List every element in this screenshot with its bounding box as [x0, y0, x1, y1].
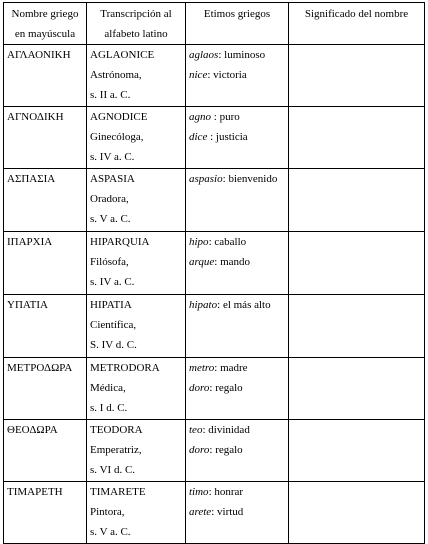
- etymon-separator: :: [208, 486, 215, 498]
- latin-name: METRODORA: [90, 362, 160, 374]
- header-row: [4, 3, 425, 45]
- etymon-meaning: regalo: [215, 382, 243, 394]
- etymon-line: [189, 65, 286, 85]
- etymon-root: dice: [189, 131, 208, 143]
- table-row: [4, 107, 425, 169]
- transcription-cell: [87, 358, 186, 420]
- etymon-line: [189, 127, 286, 147]
- etymon-root: aglaos: [189, 49, 219, 61]
- meaning-cell[interactable]: [289, 295, 425, 358]
- etymon-line: [189, 358, 286, 378]
- century: s. V a. C.: [90, 213, 131, 225]
- etymology-cell: [186, 295, 289, 358]
- etymon-line: [189, 482, 286, 502]
- etymon-root: doro: [189, 444, 210, 456]
- women-names-table-container: [3, 2, 425, 544]
- table-row: [4, 482, 425, 544]
- etymon-line: [189, 45, 286, 65]
- header-etymology: Etimos griegos: [186, 3, 289, 45]
- etymon-meaning: madre: [220, 362, 248, 374]
- table-row: [4, 295, 425, 358]
- profession: Médica,: [90, 382, 126, 394]
- etymon-line: [189, 420, 286, 440]
- etymon-root: agno: [189, 111, 211, 123]
- century: s. VI d. C.: [90, 464, 136, 476]
- etymon-line: [189, 378, 286, 398]
- women-names-table: [3, 2, 425, 544]
- etymology-cell: [186, 169, 289, 232]
- greek-name-cell: ΥΠΑΤΙΑ: [4, 295, 87, 358]
- table-row: [4, 169, 425, 232]
- profession: Emperatriz,: [90, 444, 142, 456]
- etymon-line: [189, 252, 286, 272]
- profession: Oradora,: [90, 193, 129, 205]
- header-meaning: Significado del nombre: [289, 3, 425, 45]
- etymon-separator: :: [209, 444, 216, 456]
- etymon-line: [189, 295, 286, 315]
- century: s. V a. C.: [90, 526, 131, 538]
- latin-name: AGNODICE: [90, 111, 148, 123]
- century: S. IV d. C.: [90, 339, 137, 351]
- profession: Astrónoma,: [90, 69, 142, 81]
- etymon-meaning: justicia: [215, 131, 248, 143]
- header-greek-name: [4, 3, 87, 45]
- table-row: [4, 232, 425, 295]
- transcription-cell: [87, 169, 186, 232]
- etymon-line: [189, 440, 286, 460]
- etymon-meaning: regalo: [215, 444, 243, 456]
- meaning-cell[interactable]: [289, 482, 425, 544]
- greek-name-cell: ΙΠΑΡΧΙΑ: [4, 232, 87, 295]
- century: s. IV a. C.: [90, 151, 135, 163]
- meaning-cell[interactable]: [289, 420, 425, 482]
- etymology-cell: [186, 45, 289, 107]
- transcription-cell: [87, 45, 186, 107]
- profession: Filósofa,: [90, 256, 129, 268]
- etymon-root: teo: [189, 424, 203, 436]
- etymon-line: [189, 502, 286, 522]
- etymon-root: hipato: [189, 299, 218, 311]
- etymon-meaning: puro: [219, 111, 240, 123]
- etymology-cell: [186, 358, 289, 420]
- etymon-separator: :: [218, 49, 225, 61]
- etymon-root: metro: [189, 362, 215, 374]
- etymon-root: arete: [189, 506, 212, 518]
- latin-name: AGLAONICE: [90, 49, 155, 61]
- century: s. II a. C.: [90, 89, 131, 101]
- greek-name-cell: ΤΙΜΑΡΕΤΗ: [4, 482, 87, 544]
- header-greek-line-2: en mayúscula: [14, 28, 76, 40]
- meaning-cell[interactable]: [289, 45, 425, 107]
- etymon-separator: :: [209, 382, 216, 394]
- century: s. I d. C.: [90, 402, 128, 414]
- greek-name-cell: ΘΕΟΔΩΡΑ: [4, 420, 87, 482]
- etymology-cell: [186, 420, 289, 482]
- etymon-root: doro: [189, 382, 210, 394]
- header-transcription: [87, 3, 186, 45]
- etymon-separator: :: [202, 424, 209, 436]
- etymon-root: aspasio: [189, 173, 223, 185]
- etymology-cell: [186, 232, 289, 295]
- etymon-meaning: divinidad: [208, 424, 250, 436]
- etymon-meaning: caballo: [214, 236, 247, 248]
- transcription-cell: [87, 420, 186, 482]
- table-row: [4, 358, 425, 420]
- etymon-root: nice: [189, 69, 208, 81]
- table-body: [4, 45, 425, 544]
- latin-name: HIPATIA: [90, 299, 132, 311]
- etymon-separator: :: [214, 362, 221, 374]
- etymon-meaning: virtud: [217, 506, 244, 518]
- etymon-line: [189, 107, 286, 127]
- etymon-root: hipo: [189, 236, 209, 248]
- etymon-meaning: el más alto: [222, 299, 271, 311]
- etymon-meaning: honrar: [214, 486, 244, 498]
- meaning-cell[interactable]: [289, 107, 425, 169]
- greek-name-cell: ΑΓΝΟΔΙΚΗ: [4, 107, 87, 169]
- latin-name: HIPARQUIA: [90, 236, 150, 248]
- etymon-meaning: victoria: [213, 69, 247, 81]
- latin-name: TIMARETE: [90, 486, 146, 498]
- etymon-root: timo: [189, 486, 209, 498]
- transcription-cell: [87, 232, 186, 295]
- etymology-cell: [186, 482, 289, 544]
- header-greek-line-1: Nombre griego: [11, 8, 79, 20]
- etymon-separator: :: [208, 236, 215, 248]
- century: s. IV a. C.: [90, 276, 135, 288]
- etymon-meaning: mando: [220, 256, 251, 268]
- latin-name: TEODORA: [90, 424, 143, 436]
- etymon-separator: :: [207, 131, 216, 143]
- meaning-cell[interactable]: [289, 169, 425, 232]
- transcription-cell: [87, 482, 186, 544]
- etymon-meaning: luminoso: [224, 49, 266, 61]
- profession: Científica,: [90, 319, 137, 331]
- meaning-cell[interactable]: [289, 232, 425, 295]
- etymon-line: [189, 232, 286, 252]
- meaning-cell[interactable]: [289, 358, 425, 420]
- etymon-meaning: bienvenido: [228, 173, 278, 185]
- latin-name: ASPASIA: [90, 173, 135, 185]
- etymon-separator: :: [222, 173, 229, 185]
- table-row: [4, 420, 425, 482]
- greek-name-cell: ΜΕΤΡΟΔΩΡΑ: [4, 358, 87, 420]
- greek-name-cell: ΑΓΛΑΟΝΙΚΗ: [4, 45, 87, 107]
- greek-name-cell: ΑΣΠΑΣΙΑ: [4, 169, 87, 232]
- etymon-root: arque: [189, 256, 215, 268]
- etymon-separator: :: [211, 111, 220, 123]
- etymology-cell: [186, 107, 289, 169]
- profession: Pintora,: [90, 506, 125, 518]
- transcription-cell: [87, 295, 186, 358]
- transcription-cell: [87, 107, 186, 169]
- etymon-separator: :: [207, 69, 214, 81]
- etymon-separator: :: [214, 256, 221, 268]
- table-row: [4, 45, 425, 107]
- header-transcription-line-1: Transcripción al: [100, 8, 172, 20]
- profession: Ginecóloga,: [90, 131, 144, 143]
- etymon-separator: :: [211, 506, 218, 518]
- etymon-line: [189, 169, 286, 189]
- etymon-separator: :: [217, 299, 223, 311]
- header-transcription-line-2: alfabeto latino: [104, 28, 168, 40]
